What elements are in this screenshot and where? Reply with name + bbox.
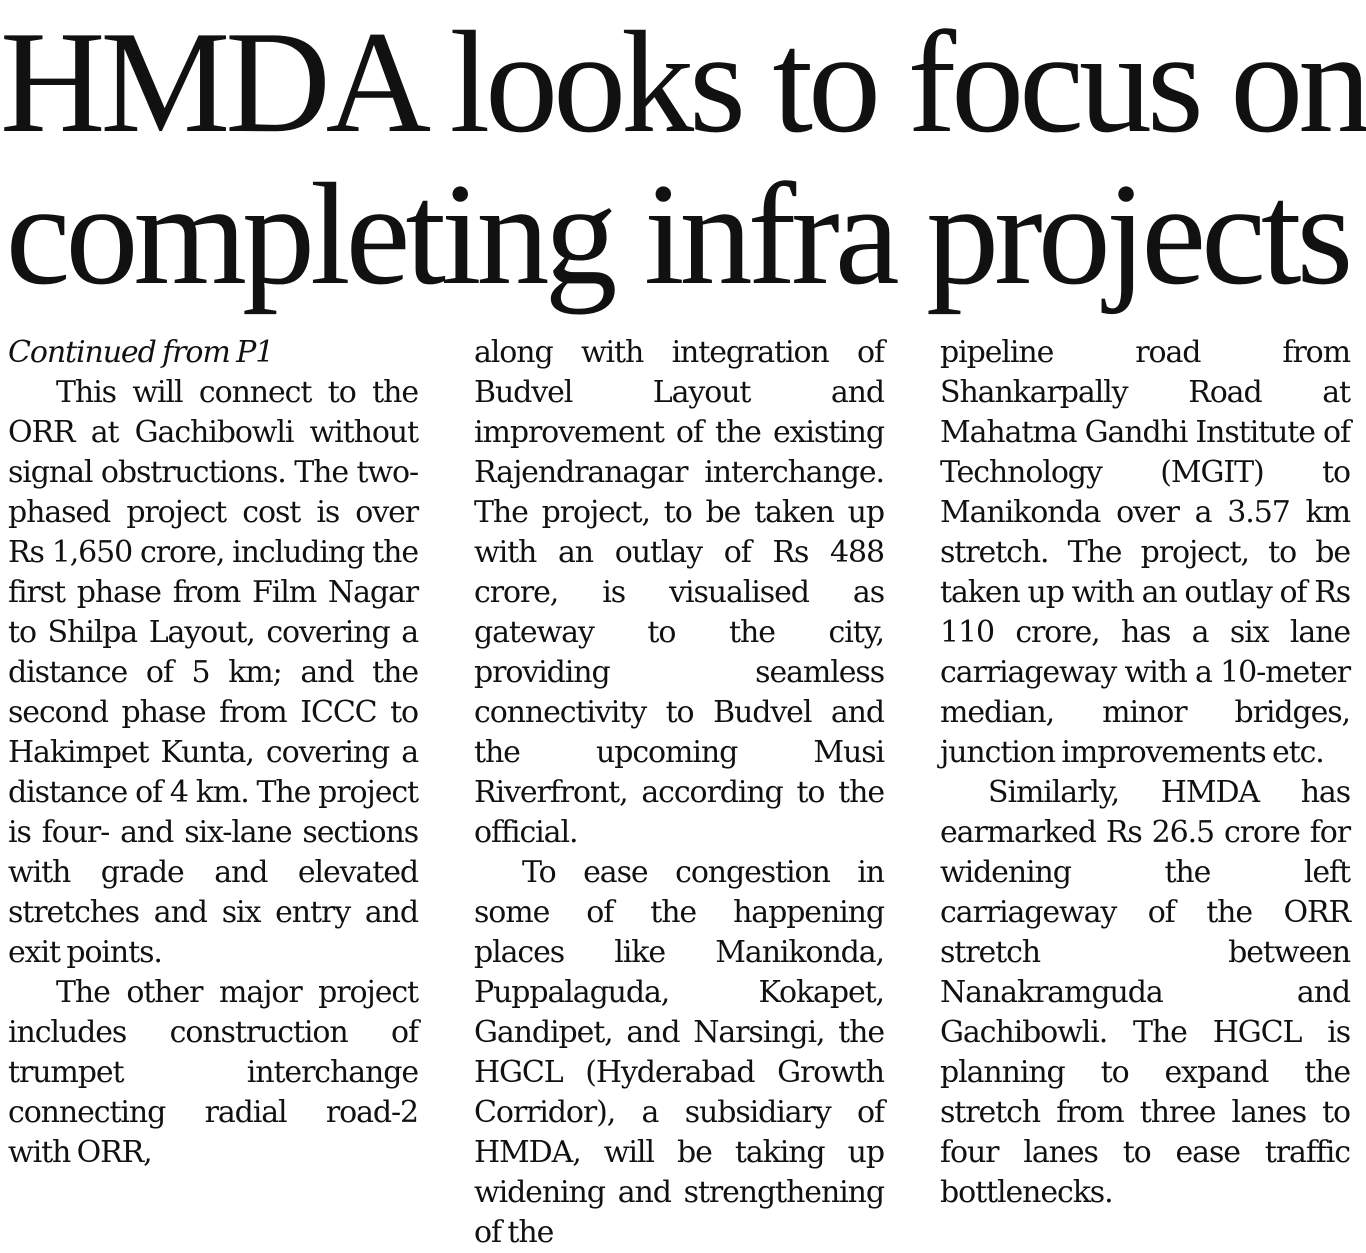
headline <box>0 1 1366 315</box>
column-3 <box>940 333 1350 1213</box>
column-1 <box>8 333 418 1173</box>
continued-from-label: Continued from P1 <box>8 335 274 370</box>
column-3-paragraph-1: pipeline road from Shankarpally Road at Mahatma Gandhi Institute of Technology (MGIT) to Manikonda over a 3.57 km stretch. The project, to be taken up with an outlay of Rs 110 crore, has a six lane carriageway with a 10-meter median, minor bridges, junction improvements etc. <box>940 335 1350 770</box>
column-2-paragraph-1: along with integration of Budvel Layout and improvement of the existing Rajendranagar interchange. The project, to be taken up with an outlay of Rs 488 crore, is visualised as gateway to the city, providing seamless connectivity to Budvel and the upcoming Musi Riverfront, according to the official. <box>474 335 884 850</box>
article-body <box>8 333 1350 1250</box>
headline-line-2: completing infra projects <box>5 153 1349 315</box>
column-3-paragraph-2: Similarly, HMDA has earmarked Rs 26.5 crore for widening the left carriageway of the ORR stretch between Nanakramguda and Gachibowli. The HGCL is planning to expand the stretch from three lanes to four lanes to ease traffic bottlenecks. <box>940 775 1350 1210</box>
headline-line-1: HMDA looks to focus on <box>0 1 1366 163</box>
column-1-paragraph-2: The other major project includes construction of trumpet interchange connecting radial road-2 with ORR, <box>8 975 418 1170</box>
column-2 <box>474 333 884 1253</box>
column-2-paragraph-2: To ease congestion in some of the happening places like Manikonda, Puppalaguda, Kokapet, Gandipet, and Narsingi, the HGCL (Hyderabad Growth Corridor), a subsidiary of HMDA, will be taking up widening and strengthening of the <box>474 855 884 1250</box>
column-1-paragraph-1: This will connect to the ORR at Gachibowli without signal obstructions. The two-phased project cost is over Rs 1,650 crore, including the first phase from Film Nagar to Shilpa Layout, covering a distance of 5 km; and the second phase from ICCC to Hakimpet Kunta, covering a distance of 4 km. The project is four- and six-lane sections with grade and elevated stretches and six entry and exit points. <box>8 375 418 970</box>
